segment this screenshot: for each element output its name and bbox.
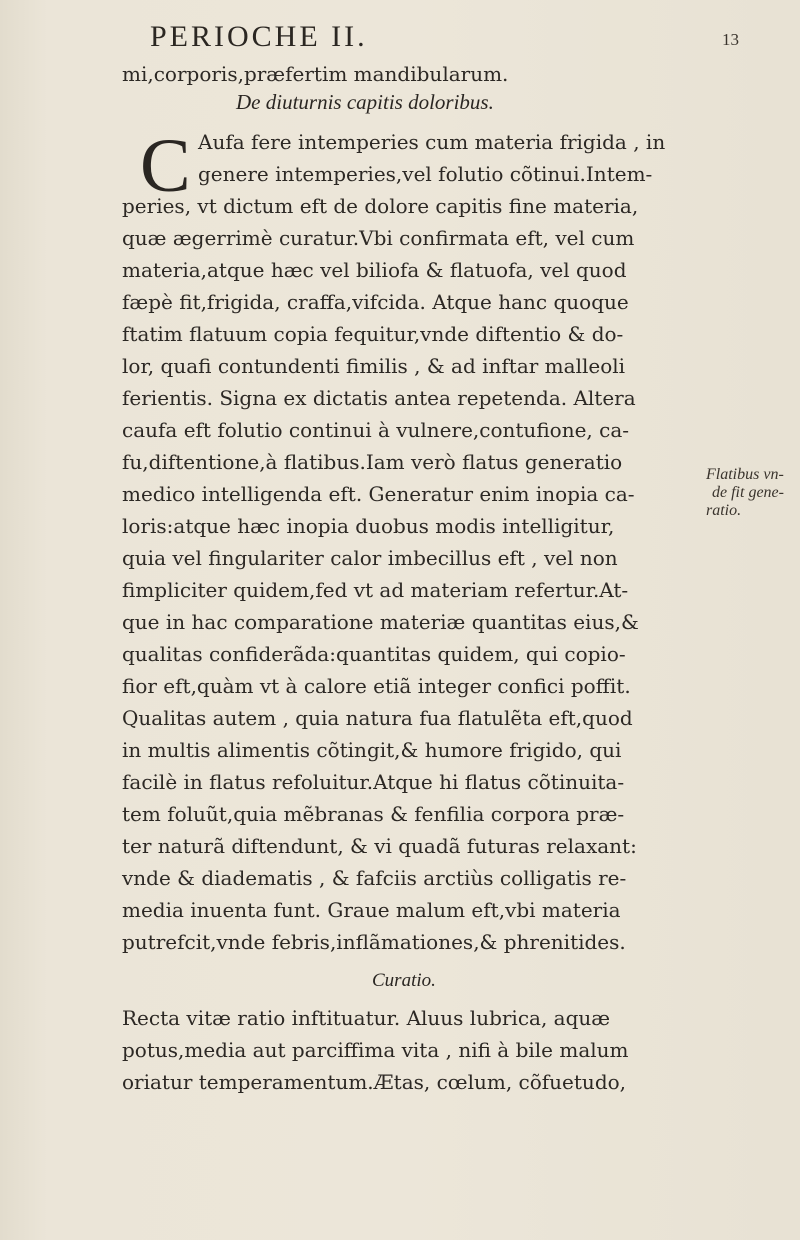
text-line: fior eft,quàm vt à calore etiã integer confici poffit. (122, 674, 631, 698)
margin-note-line: de fit gene- (712, 484, 784, 501)
text-line: mi,corporis,præfertim mandibularum. (122, 62, 509, 86)
text-line: putrefcit,vnde febris,inflãmationes,& phrenitides. (122, 930, 626, 954)
text-line: ftatim flatuum copia fequitur,vnde diftentio & do- (122, 322, 624, 346)
text-line: fæpè fit,frigida, craffa,vifcida. Atque hanc quoque (122, 290, 629, 314)
text-line: peries, vt dictum eft de dolore capitis fine materia, (122, 194, 639, 218)
text-line: ter naturã diftendunt, & vi quadã futuras relaxant: (122, 834, 637, 858)
text-line: tem foluũt,quia mẽbranas & fenfilia corpora præ- (122, 802, 625, 826)
text-line: quia vel fingulariter calor imbecillus eft , vel non (122, 546, 618, 570)
text-line: caufa eft folutio continui à vulnere,contufione, ca- (122, 418, 630, 442)
margin-note-line: ratio. (706, 502, 742, 519)
text-line: fu,diftentione,à flatibus.Iam verò flatus generatio (122, 450, 623, 474)
text-line: potus,media aut parciffima vita , nifi à bile malum (122, 1038, 629, 1062)
section-heading: De diuturnis capitis doloribus. (236, 90, 494, 114)
text-line: media inuenta funt. Graue malum eft,vbi materia (122, 898, 621, 922)
text-line: oriatur temperamentum.Ætas, cœlum, cõfuetudo, (122, 1070, 627, 1094)
text-line: fimpliciter quidem,fed vt ad materiam refertur.At- (122, 578, 629, 602)
text-line: quæ ægerrimè curatur.Vbi confirmata eft, vel cum (122, 226, 635, 250)
text-line: ferientis. Signa ex dictatis antea repetenda. Altera (122, 386, 636, 410)
text-line: facilè in flatus refoluitur.Atque hi flatus cõtinuita- (122, 770, 625, 794)
drop-cap: C (140, 124, 191, 208)
margin-note-line: Flatibus vn- (706, 466, 784, 483)
text-line: medico intelligenda eft. Generatur enim inopia ca- (122, 482, 635, 506)
text-line: Recta vitæ ratio inftituatur. Aluus lubrica, aquæ (122, 1006, 611, 1030)
text-line: loris:atque hæc inopia duobus modis intelligitur, (122, 514, 615, 538)
section-heading: Curatio. (372, 970, 436, 991)
text-line: materia,atque hæc vel biliofa & flatuofa, vel quod (122, 258, 627, 282)
text-line: vnde & diadematis , & fafciis arctiùs colligatis re- (122, 866, 627, 890)
text-line: Qualitas autem , quia natura fua flatulẽta eft,quod (122, 706, 633, 730)
running-title: PERIOCHE II. (150, 20, 368, 53)
page-number: 13 (722, 30, 739, 49)
text-line: qualitas confiderãda:quantitas quidem, qui copio- (122, 642, 626, 666)
text-line: que in hac comparatione materiæ quantitas eius,& (122, 610, 639, 634)
text-line: in multis alimentis cõtingit,& humore frigido, qui (122, 738, 622, 762)
text-line: lor, quafi contundenti fimilis , & ad inftar malleoli (122, 354, 626, 378)
text-line: Aufa fere intemperies cum materia frigida , in (198, 130, 666, 154)
text-line: genere intemperies,vel folutio cõtinui.Intem- (198, 162, 653, 186)
